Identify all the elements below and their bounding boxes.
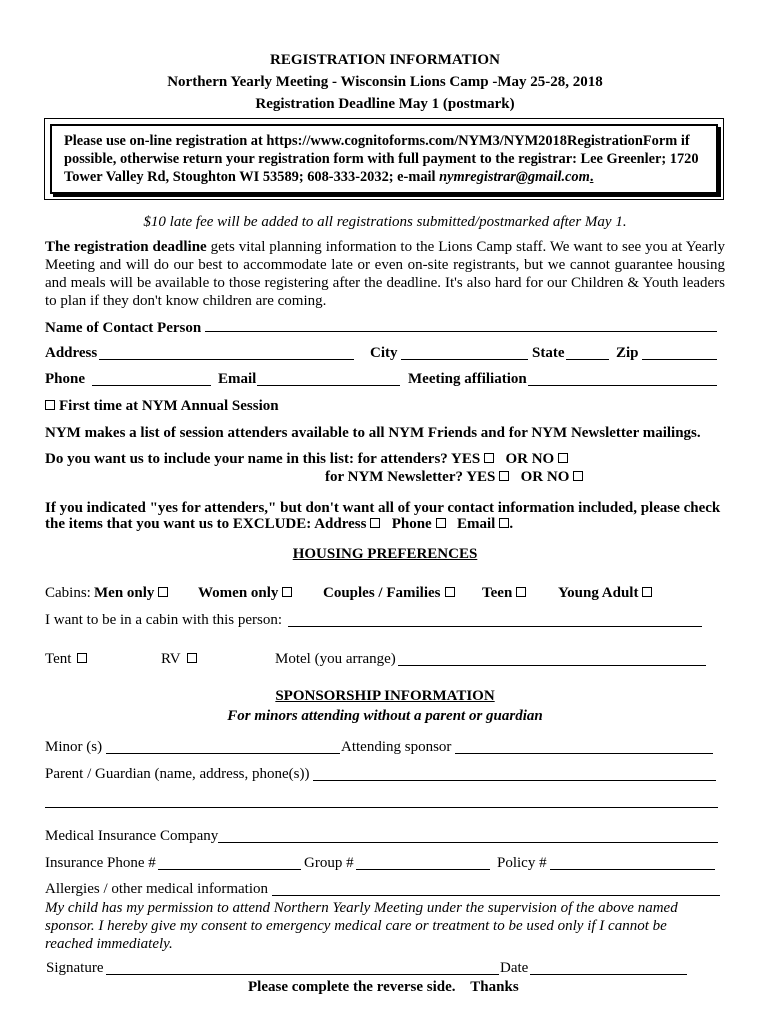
sponsor-field[interactable] bbox=[455, 740, 713, 754]
cabin-teen-option bbox=[482, 585, 526, 602]
allergies-label: Allergies / other medical information bbox=[45, 881, 268, 897]
email-field[interactable] bbox=[257, 372, 400, 386]
form-title: REGISTRATION INFORMATION bbox=[270, 52, 500, 68]
deadline-paragraph-bold: The registration deadline bbox=[45, 239, 207, 255]
city-label: City bbox=[370, 345, 398, 361]
cabin-couples-checkbox[interactable] bbox=[445, 587, 455, 597]
group-field[interactable] bbox=[356, 856, 490, 870]
zip-label: Zip bbox=[616, 345, 639, 361]
state-label: State bbox=[532, 345, 565, 361]
address-label: Address bbox=[45, 345, 98, 361]
reverse-side-note: Please complete the reverse side. Thanks bbox=[248, 979, 519, 995]
attender-question: Do you want us to include your name in this list: for attenders? bbox=[45, 451, 448, 467]
exclude-phone-checkbox[interactable] bbox=[436, 518, 446, 528]
signature-field[interactable] bbox=[106, 961, 499, 975]
attender-no-label: OR NO bbox=[505, 451, 555, 467]
meeting-affiliation-field[interactable] bbox=[528, 372, 717, 386]
online-registration-notice bbox=[50, 124, 718, 194]
notice-line-3-text: Tower Valley Rd, Stoughton WI 53589; 608-333-2032; e-mail bbox=[64, 169, 440, 185]
sponsorship-heading: SPONSORSHIP INFORMATION bbox=[275, 688, 495, 704]
cabin-women-label: Women only bbox=[198, 585, 279, 601]
first-time-checkbox[interactable] bbox=[45, 400, 55, 410]
attender-yes-label: YES bbox=[451, 451, 481, 467]
contact-name-row bbox=[45, 318, 717, 337]
cabin-women-checkbox[interactable] bbox=[282, 587, 292, 597]
parent-guardian-label: Parent / Guardian (name, address, phone(s)) bbox=[45, 766, 310, 782]
newsletter-question-row bbox=[325, 469, 583, 486]
cabin-young-adult-checkbox[interactable] bbox=[642, 587, 652, 597]
cabin-young-adult-label: Young Adult bbox=[558, 585, 639, 601]
newsletter-yes-label: YES bbox=[466, 469, 496, 485]
attender-list-notice: NYM makes a list of session attenders available to all NYM Friends and for NYM Newsletter mailings. bbox=[45, 425, 701, 441]
notice-line-2: possible, otherwise return your registration form with full payment to the registrar: Lee Greenler; 1720 bbox=[64, 151, 699, 167]
deadline-heading: Registration Deadline May 1 (postmark) bbox=[255, 96, 515, 112]
policy-label: Policy # bbox=[497, 855, 547, 871]
cabin-couples-label: Couples / Families bbox=[323, 585, 441, 601]
signature-label: Signature bbox=[46, 960, 104, 976]
minors-field[interactable] bbox=[106, 740, 340, 754]
phone-label: Phone bbox=[45, 371, 86, 387]
tent-label: Tent bbox=[45, 651, 72, 667]
permission-line-2: sponsor. I hereby give my consent to emergency medical care or treatment to be used only if I cannot be bbox=[45, 918, 667, 934]
exclude-line-1: If you indicated "yes for attenders," but don't want all of your contact information included, please check bbox=[45, 500, 721, 516]
cabin-women-option bbox=[198, 585, 292, 602]
sponsorship-subheading: For minors attending without a parent or guardian bbox=[227, 708, 543, 724]
cabin-with-label: I want to be in a cabin with this person: bbox=[45, 612, 283, 628]
exclude-email-label: Email bbox=[456, 516, 496, 532]
attender-no-checkbox[interactable] bbox=[558, 453, 568, 463]
registrar-email[interactable]: nymregistrar@gmail.com bbox=[439, 169, 590, 185]
deadline-paragraph bbox=[45, 238, 725, 310]
cabin-teen-label: Teen bbox=[482, 585, 513, 601]
motel-field[interactable] bbox=[398, 652, 706, 666]
permission-line-1: My child has my permission to attend Northern Yearly Meeting under the supervision of the above named bbox=[45, 900, 678, 916]
rv-option bbox=[161, 651, 197, 668]
phone-field[interactable] bbox=[92, 372, 211, 386]
parent-guardian-field-2[interactable] bbox=[45, 794, 718, 808]
city-field[interactable] bbox=[401, 346, 528, 360]
cabin-men-option bbox=[94, 585, 168, 602]
deadline-paragraph-text: gets vital planning information to the Lions Camp staff. We want to see you at Yearly Meeting and will do our best to accommodate late or even on-site registrants, but we cannot guarantee housing and meals will be available to those registering after the deadline. It's also hard for our Children & Youth leaders to plan if they don't know children are coming. bbox=[45, 239, 725, 309]
cabin-men-checkbox[interactable] bbox=[158, 587, 168, 597]
cabin-teen-checkbox[interactable] bbox=[516, 587, 526, 597]
rv-checkbox[interactable] bbox=[187, 653, 197, 663]
permission-line-3: reached immediately. bbox=[45, 936, 173, 952]
cabin-couples-option bbox=[323, 585, 455, 602]
zip-field[interactable] bbox=[642, 346, 717, 360]
newsletter-question: for NYM Newsletter? bbox=[325, 469, 463, 485]
allergies-field[interactable] bbox=[272, 882, 720, 896]
cabins-label: Cabins: bbox=[45, 585, 91, 601]
exclude-email-checkbox[interactable] bbox=[499, 518, 509, 528]
rv-label: RV bbox=[161, 651, 181, 667]
attender-yes-checkbox[interactable] bbox=[484, 453, 494, 463]
policy-field[interactable] bbox=[550, 856, 715, 870]
first-time-label: First time at NYM Annual Session bbox=[59, 398, 279, 414]
insurance-company-label: Medical Insurance Company bbox=[45, 828, 219, 844]
exclude-end: . bbox=[509, 516, 514, 532]
housing-heading: HOUSING PREFERENCES bbox=[292, 546, 478, 562]
contact-name-label: Name of Contact Person bbox=[45, 320, 202, 336]
insurance-phone-field[interactable] bbox=[158, 856, 301, 870]
newsletter-no-checkbox[interactable] bbox=[573, 471, 583, 481]
notice-line-3 bbox=[64, 168, 706, 186]
event-subtitle: Northern Yearly Meeting - Wisconsin Lions Camp -May 25-28, 2018 bbox=[167, 74, 603, 90]
parent-guardian-field[interactable] bbox=[313, 767, 716, 781]
attender-question-row bbox=[45, 451, 568, 468]
tent-option bbox=[45, 651, 87, 668]
late-fee-note: $10 late fee will be added to all registrations submitted/postmarked after May 1. bbox=[143, 214, 627, 230]
state-field[interactable] bbox=[566, 346, 609, 360]
notice-line-3-end: . bbox=[589, 169, 594, 185]
exclude-line-2: the items that you want us to EXCLUDE: bbox=[45, 516, 312, 532]
date-label: Date bbox=[500, 960, 529, 976]
cabin-with-field[interactable] bbox=[288, 613, 702, 627]
newsletter-no-label: OR NO bbox=[520, 469, 570, 485]
cabin-young-adult-option bbox=[558, 585, 652, 602]
first-time-row bbox=[45, 398, 279, 415]
notice-line-1: Please use on-line registration at https://www.cognitoforms.com/NYM3/NYM2018RegistrationForm if bbox=[64, 133, 690, 149]
meeting-affiliation-label: Meeting affiliation bbox=[408, 371, 527, 387]
contact-name-field[interactable] bbox=[205, 318, 717, 332]
newsletter-yes-checkbox[interactable] bbox=[499, 471, 509, 481]
exclude-phone-label: Phone bbox=[391, 516, 432, 532]
group-label: Group # bbox=[304, 855, 354, 871]
insurance-phone-label: Insurance Phone # bbox=[45, 855, 156, 871]
minors-label: Minor (s) bbox=[45, 739, 103, 755]
insurance-company-field[interactable] bbox=[218, 829, 718, 843]
exclude-row bbox=[45, 516, 513, 533]
exclude-address-checkbox[interactable] bbox=[370, 518, 380, 528]
email-label: Email bbox=[218, 371, 257, 387]
exclude-address-label: Address bbox=[314, 516, 367, 532]
address-field[interactable] bbox=[99, 346, 354, 360]
sponsor-label: Attending sponsor bbox=[341, 739, 452, 755]
date-field[interactable] bbox=[530, 961, 687, 975]
motel-label: Motel (you arrange) bbox=[275, 651, 396, 667]
cabin-men-label: Men only bbox=[94, 585, 155, 601]
tent-checkbox[interactable] bbox=[77, 653, 87, 663]
